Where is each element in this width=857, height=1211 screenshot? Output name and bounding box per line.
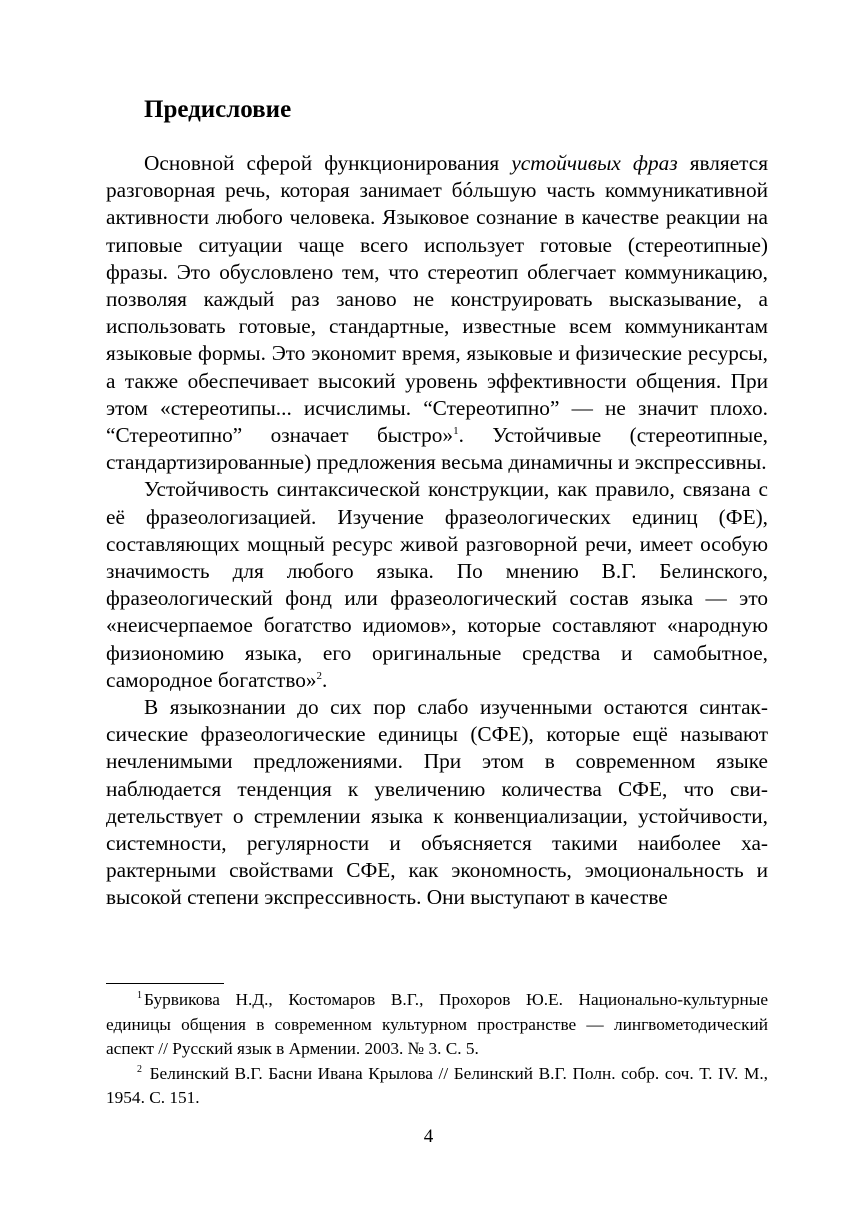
paragraph-1	[106, 150, 768, 476]
paragraph-2-tail: .	[322, 667, 328, 692]
main-text	[106, 150, 768, 912]
footnote-1	[106, 988, 768, 1062]
paragraph-1-text: является разговорная речь, которая занимает бóльшую часть коммуникативной активности любого человека. Языковое сознание в качестве реакции на типовые ситуации чаще всего использует готовые (стереотипные) фразы. Это обусловлено тем, что стереотип облегчает коммуникацию, позволяя каждый раз заново не конструировать высказывание, а использовать готовые, стандартные, известные всем коммуникантам языковые формы. Это экономит время, языковые и физические ресурсы, а также обеспечивает высокий уровень эффективности общения. При этом «стереотипы... исчислимы. “Стереотипно” — не значит плохо. “Стереотипно” означает быстро»	[106, 151, 768, 448]
page-title: Предисловие	[144, 96, 292, 123]
footnote-1-text: Бурвикова Н.Д., Костомаров В.Г., Прохоров Ю.Е. Национально-культурные единицы общения в современном культурном пространстве — лингвометодический аспект // Русский язык в Армении. 2003. № 3. С. 5.	[106, 990, 768, 1058]
footnote-2-number: 2	[137, 1063, 142, 1075]
paragraph-2-text: Устойчивость синтаксической конструкции, как правило, связана с её фразеологизацией. Изучение фразеологических единиц (ФЕ), составляющих мощный ресурс живой разговорной речи, имеет особую значимость для любого языка. По мнению В.Г. Белинского, фразеологический фонд или фразеологический состав языка — это «неисчерпаемое богатство идиомов», которые составляют «народную физиономию языка, его оригинальные средства и самобытное, самородное богатство»	[106, 477, 768, 692]
paragraph-1-lead: Основной сферой функционирования	[144, 151, 512, 175]
footnote-1-number: 1	[137, 990, 142, 1002]
page-number: 4	[423, 1126, 434, 1147]
footnote-ref-1[interactable]: 1	[453, 424, 459, 437]
footnote-ref-2[interactable]: 2	[316, 669, 323, 682]
footnotes	[106, 988, 768, 1111]
paragraph-3-text: В языкознании до сих пор слабо изученными остаются синтаксические фразеологические единицы (СФЕ), которые ещё называют нечленимыми предложениями. При этом в современном языке наблюдается тенденция к увеличению количества СФЕ, что свидетельствует о стремлении языка к конвенциализации, устойчивости, системности, регулярности и объясняется такими наиболее характерными свойствами СФЕ, как экономность, эмоциональность и высокой степени экспрессивность. Они выступают в качестве	[106, 695, 768, 910]
paragraph-1-italic-term: устойчивых фраз	[511, 151, 678, 175]
footnote-separator	[106, 983, 224, 984]
paragraph-2	[106, 476, 768, 694]
footnote-2-text: Белинский В.Г. Басни Ивана Крылова // Белинский В.Г. Полн. собр. соч. Т. IV. М., 1954. С. 151.	[106, 1063, 768, 1107]
footnote-2	[106, 1062, 768, 1111]
paragraph-3	[106, 694, 768, 912]
paragraph-1-tail: . Устойчивые (стереотипные, стандартизированные) предложения весьма динамичны и экспрессивны.	[106, 423, 768, 475]
